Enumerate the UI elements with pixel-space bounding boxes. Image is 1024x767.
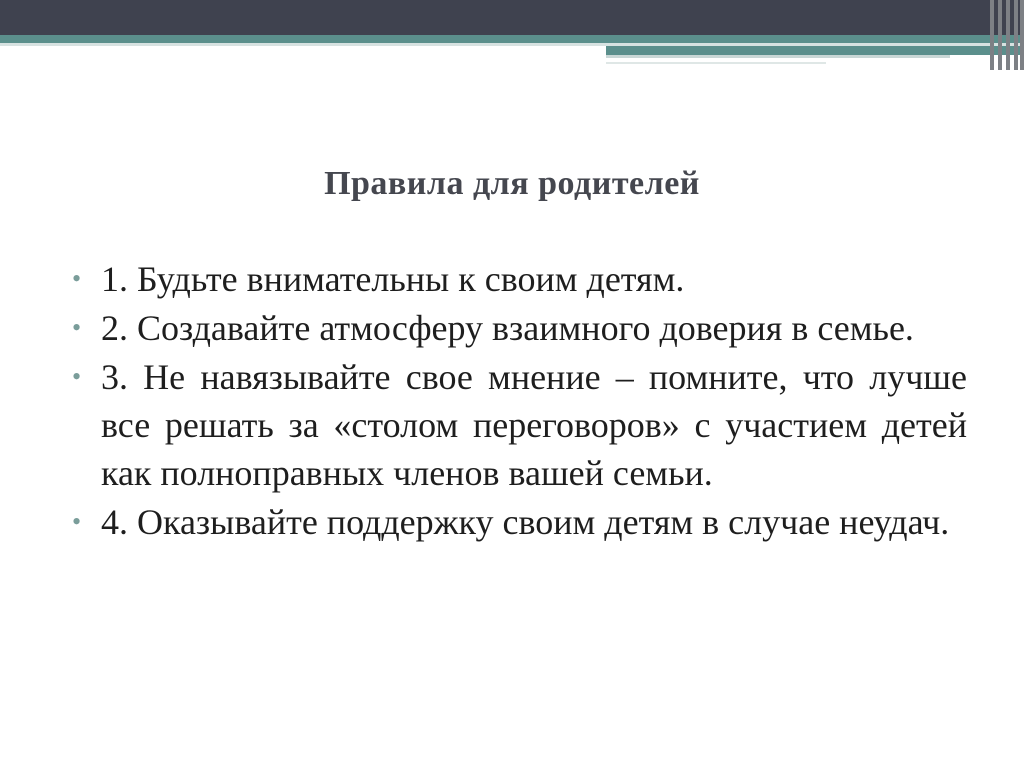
slide-title: Правила для родителей: [324, 165, 700, 202]
header-vertical-line: [990, 0, 994, 70]
bullet-icon: •: [72, 507, 82, 536]
bullet-list: [72, 255, 967, 547]
header-thin-stripe: [606, 55, 950, 58]
header-teal-band: [0, 35, 1024, 43]
header-vertical-line: [1020, 0, 1024, 70]
list-item: [72, 498, 967, 546]
list-item: [72, 353, 967, 497]
list-item-text: 1. Будьте внимательны к своим детям.: [101, 259, 685, 299]
bullet-icon: •: [72, 362, 82, 391]
list-item-text: 3. Не навязывайте свое мнение – помните, что лучше все решать за «столом переговоров» с участием детей как полноправных членов вашей семьи.: [101, 357, 967, 493]
bullet-icon: •: [72, 313, 82, 342]
list-item-text: 4. Оказывайте поддержку своим детям в случае неудач.: [101, 502, 950, 542]
header-vertical-line: [1014, 0, 1018, 70]
header-dark-band: [0, 0, 1024, 35]
header-decoration: [0, 0, 1024, 70]
header-teal-accent: [606, 46, 1024, 55]
header-vertical-line: [1006, 0, 1010, 70]
header-thin-stripe-2: [606, 62, 826, 64]
list-item: [72, 304, 967, 352]
header-vertical-line: [998, 0, 1002, 70]
list-item: [72, 255, 967, 303]
bullet-icon: •: [72, 264, 82, 293]
list-item-text: 2. Создавайте атмосферу взаимного доверия в семье.: [101, 308, 914, 348]
